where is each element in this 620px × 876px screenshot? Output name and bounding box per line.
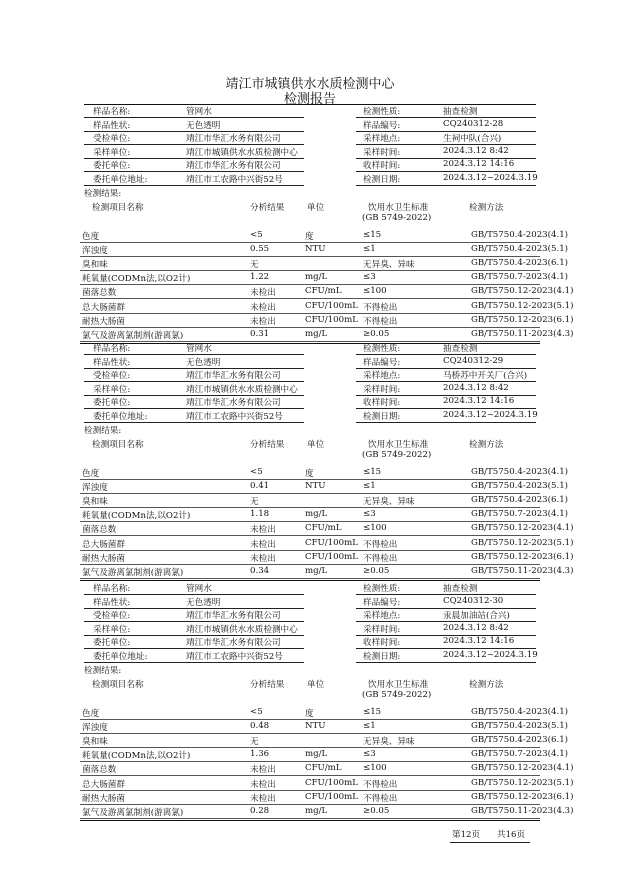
- column-result-header: 分析结果: [250, 440, 285, 450]
- receive-time-value: 2024.3.12 14:16: [443, 159, 515, 169]
- column-item-header: 检测项目名称: [92, 203, 144, 213]
- item-method: GB/T5750.4-2023(6.1): [471, 735, 569, 746]
- item-result: 无: [250, 497, 259, 508]
- column-result-header: 分析结果: [250, 680, 285, 690]
- item-name: 浑浊度: [82, 723, 108, 734]
- sample-name-label: 样品名称:: [93, 107, 131, 117]
- receive-time-label: 收样时间:: [363, 161, 401, 171]
- row-rule: [80, 298, 540, 299]
- item-result: 未检出: [250, 539, 276, 550]
- item-standard: ≤1: [363, 481, 376, 492]
- item-standard: 无异臭、异味: [363, 737, 415, 748]
- item-method: GB/T5750.11-2023(4.3): [471, 565, 574, 576]
- column-standard-header: 饮用水卫生标准: [368, 203, 429, 213]
- field-underline: [356, 408, 536, 409]
- client-address-value: 靖江市工农路中兴街52号: [186, 651, 283, 662]
- row-rule: [80, 719, 540, 720]
- field-underline: [356, 368, 536, 369]
- column-unit-header: 单位: [307, 440, 325, 450]
- sample-state-value: 无色透明: [186, 357, 221, 368]
- item-standard: 不得检出: [363, 539, 398, 550]
- item-unit: mg/L: [305, 749, 328, 760]
- item-unit: CFU/100mL: [305, 537, 358, 548]
- client-address-value: 靖江市工农路中兴街52号: [186, 174, 283, 185]
- item-result: 未检出: [250, 793, 276, 804]
- column-standard-gb: (GB 5749-2022): [362, 690, 432, 700]
- item-standard: ≤100: [363, 763, 387, 774]
- client-address-value: 靖江市工农路中兴街52号: [186, 411, 283, 422]
- item-unit: mg/L: [305, 328, 328, 339]
- sampling-place-label: 采样地点:: [363, 371, 401, 381]
- sample-state-value: 无色透明: [186, 120, 221, 131]
- sample-no-value: CQ240312-30: [443, 595, 504, 606]
- sample-no-value: CQ240312-28: [443, 118, 504, 129]
- item-unit: 度: [305, 469, 314, 479]
- item-name: 氯气及游离氯制剂(游离氯): [82, 567, 184, 578]
- item-name: 总大肠菌群: [82, 539, 125, 550]
- field-underline: [356, 354, 536, 355]
- row-rule: [80, 564, 540, 565]
- sample-no-value: CQ240312-29: [443, 355, 504, 366]
- receive-time-label: 收样时间:: [363, 398, 401, 408]
- receive-time-value: 2024.3.12 14:16: [443, 636, 515, 646]
- item-unit: CFU/mL: [305, 523, 342, 534]
- item-unit: mg/L: [305, 272, 328, 283]
- item-unit: NTU: [305, 481, 326, 492]
- item-standard: 不得检出: [363, 779, 398, 790]
- item-unit: CFU/mL: [305, 286, 342, 297]
- row-rule: [80, 775, 540, 776]
- test-date-label: 检测日期:: [363, 651, 401, 662]
- item-standard: ≤3: [363, 749, 376, 760]
- column-item-header: 检测项目名称: [92, 680, 144, 690]
- row-rule: [80, 804, 540, 805]
- test-nature-value: 抽查检测: [443, 344, 478, 354]
- receive-time-value: 2024.3.12 14:16: [443, 396, 515, 406]
- report-title: 检测报告: [283, 92, 336, 107]
- item-result: 0.31: [250, 328, 270, 339]
- field-underline: [84, 117, 304, 118]
- test-date-value: 2024.3.12~2024.3.19: [443, 649, 538, 660]
- item-method: GB/T5750.12-2023(6.1): [471, 551, 574, 562]
- item-method: GB/T5750.7-2023(4.1): [471, 749, 569, 760]
- sampling-place-label: 采样地点:: [363, 134, 401, 144]
- column-method-header: 检测方法: [469, 203, 504, 213]
- sampling-time-label: 采样时间:: [363, 624, 401, 635]
- test-nature-label: 检测性质:: [363, 107, 401, 117]
- item-name: 氯气及游离氯制剂(游离氯): [82, 807, 184, 818]
- item-method: GB/T5750.12-2023(4.1): [471, 286, 574, 297]
- field-underline: [84, 648, 304, 649]
- item-result: 未检出: [250, 288, 276, 299]
- item-method: GB/T5750.4-2023(4.1): [471, 707, 569, 717]
- tested-unit-label: 受检单位:: [93, 134, 131, 144]
- item-name: 耗氧量(CODMn法,以O2计): [82, 274, 191, 285]
- sample-state-value: 无色透明: [186, 597, 221, 608]
- item-method: GB/T5750.4-2023(4.1): [471, 467, 569, 477]
- item-standard: ≤15: [363, 707, 382, 717]
- item-result: 未检出: [250, 302, 276, 313]
- tested-unit-label: 受检单位:: [93, 611, 131, 621]
- item-unit: mg/L: [305, 565, 328, 576]
- footer-rule: [450, 842, 530, 843]
- item-standard: 不得检出: [363, 793, 398, 804]
- client-unit-value: 靖江市华汇水务有限公司: [186, 398, 281, 408]
- column-method-header: 检测方法: [469, 440, 504, 450]
- item-result: 未检出: [250, 779, 276, 790]
- client-address-label: 委托单位地址:: [93, 411, 148, 422]
- item-unit: CFU/100mL: [305, 314, 358, 325]
- item-name: 总大肠菌群: [82, 302, 125, 313]
- sampling-place-value: 汞晨加油站(合兴): [443, 611, 510, 621]
- item-result: 0.34: [250, 565, 270, 576]
- test-date-value: 2024.3.12~2024.3.19: [443, 409, 538, 420]
- field-underline: [84, 171, 304, 172]
- field-underline: [356, 158, 536, 159]
- item-name: 色度: [82, 469, 100, 479]
- block-end-rule: [80, 580, 540, 581]
- item-unit: CFU/100mL: [305, 791, 358, 802]
- client-address-label: 委托单位地址:: [93, 174, 148, 185]
- column-unit-header: 单位: [307, 203, 325, 213]
- item-standard: 不得检出: [363, 302, 398, 313]
- item-name: 总大肠菌群: [82, 779, 125, 790]
- results-label: 检测结果:: [84, 189, 122, 199]
- client-unit-label: 委托单位:: [93, 161, 131, 171]
- row-rule: [80, 313, 540, 314]
- item-unit: CFU/mL: [305, 763, 342, 774]
- item-method: GB/T5750.12-2023(5.1): [471, 537, 574, 548]
- item-unit: CFU/100mL: [305, 551, 358, 562]
- column-result-header: 分析结果: [250, 203, 285, 213]
- item-name: 氯气及游离氯制剂(游离氯): [82, 330, 184, 341]
- item-method: GB/T5750.4-2023(4.1): [471, 230, 569, 240]
- item-standard: 不得检出: [363, 553, 398, 564]
- field-underline: [84, 635, 304, 636]
- item-name: 耐热大肠菌: [82, 553, 125, 564]
- item-unit: CFU/100mL: [305, 777, 358, 788]
- field-underline: [84, 395, 304, 396]
- item-result: 未检出: [250, 525, 276, 536]
- tested-unit-value: 靖江市华汇水务有限公司: [186, 611, 281, 621]
- report-center-title: 靖江市城镇供水水质检测中心: [225, 77, 395, 92]
- item-result: <5: [250, 707, 263, 717]
- item-standard: ≤100: [363, 523, 387, 534]
- item-result: 0.28: [250, 805, 270, 816]
- field-underline: [84, 368, 304, 369]
- item-result: 无: [250, 260, 259, 271]
- item-name: 色度: [82, 709, 100, 719]
- item-method: GB/T5750.12-2023(6.1): [471, 791, 574, 802]
- field-underline: [356, 635, 536, 636]
- item-name: 菌落总数: [82, 525, 117, 536]
- field-underline: [356, 117, 536, 118]
- field-underline: [84, 662, 304, 663]
- field-underline: [356, 144, 536, 145]
- test-nature-value: 抽查检测: [443, 107, 478, 117]
- block-end-rule: [80, 820, 540, 821]
- test-date-value: 2024.3.12~2024.3.19: [443, 172, 538, 183]
- page-total: 共16页: [497, 830, 526, 840]
- item-result: 未检出: [250, 553, 276, 564]
- item-name: 菌落总数: [82, 765, 117, 776]
- item-method: GB/T5750.12-2023(4.1): [471, 523, 574, 534]
- field-underline: [356, 594, 536, 595]
- sampling-place-value: 马桥苏中开关厂(合兴): [443, 371, 528, 381]
- test-nature-value: 抽查检测: [443, 584, 478, 594]
- sampling-place-label: 采样地点:: [363, 611, 401, 621]
- sampling-time-label: 采样时间:: [363, 384, 401, 395]
- field-underline: [356, 422, 536, 423]
- item-standard: ≥0.05: [363, 805, 390, 816]
- item-method: GB/T5750.4-2023(5.1): [471, 244, 569, 255]
- item-method: GB/T5750.4-2023(5.1): [471, 721, 569, 732]
- item-name: 耐热大肠菌: [82, 316, 125, 327]
- sample-no-label: 样品编号:: [363, 120, 401, 131]
- field-underline: [84, 144, 304, 145]
- test-date-label: 检测日期:: [363, 174, 401, 185]
- item-unit: mg/L: [305, 509, 328, 520]
- field-underline: [356, 648, 536, 649]
- sample-name-label: 样品名称:: [93, 584, 131, 594]
- item-standard: ≤1: [363, 721, 376, 732]
- sampling-time-value: 2024.3.12 8:42: [443, 622, 509, 633]
- sampling-unit-value: 靖江市城镇供水水质检测中心: [186, 624, 298, 635]
- row-rule: [80, 242, 540, 243]
- field-underline: [84, 158, 304, 159]
- item-name: 菌落总数: [82, 288, 117, 299]
- receive-time-label: 收样时间:: [363, 638, 401, 648]
- item-unit: NTU: [305, 721, 326, 732]
- results-label: 检测结果:: [84, 666, 122, 676]
- item-standard: 无异臭、异味: [363, 260, 415, 271]
- row-rule: [80, 550, 540, 551]
- item-unit: NTU: [305, 244, 326, 255]
- sample-state-label: 样品性状:: [93, 120, 131, 131]
- field-underline: [356, 608, 536, 609]
- item-result: 1.22: [250, 272, 270, 283]
- item-method: GB/T5750.4-2023(6.1): [471, 495, 569, 506]
- item-standard: ≤1: [363, 244, 376, 255]
- item-unit: mg/L: [305, 805, 328, 816]
- sampling-place-value: 生祠中队(合兴): [443, 134, 502, 144]
- field-underline: [84, 608, 304, 609]
- client-unit-label: 委托单位:: [93, 638, 131, 648]
- item-method: GB/T5750.11-2023(4.3): [471, 328, 574, 339]
- item-method: GB/T5750.12-2023(5.1): [471, 300, 574, 311]
- item-standard: ≤15: [363, 230, 382, 240]
- item-result: 无: [250, 737, 259, 748]
- item-result: 0.55: [250, 244, 270, 255]
- item-result: 未检出: [250, 316, 276, 327]
- row-rule: [80, 493, 540, 494]
- test-date-label: 检测日期:: [363, 411, 401, 422]
- item-standard: ≥0.05: [363, 328, 390, 339]
- field-underline: [84, 381, 304, 382]
- row-rule: [80, 790, 540, 791]
- sampling-time-value: 2024.3.12 8:42: [443, 145, 509, 156]
- sample-no-label: 样品编号:: [363, 357, 401, 368]
- sampling-time-label: 采样时间:: [363, 147, 401, 158]
- item-method: GB/T5750.4-2023(5.1): [471, 481, 569, 492]
- column-method-header: 检测方法: [469, 680, 504, 690]
- column-item-header: 检测项目名称: [92, 440, 144, 450]
- item-method: GB/T5750.7-2023(4.1): [471, 272, 569, 283]
- column-unit-header: 单位: [307, 680, 325, 690]
- item-method: GB/T5750.12-2023(4.1): [471, 763, 574, 774]
- field-underline: [356, 171, 536, 172]
- item-unit: CFU/100mL: [305, 300, 358, 311]
- item-result: <5: [250, 467, 263, 477]
- field-underline: [84, 185, 304, 186]
- item-name: 臭和味: [82, 737, 108, 748]
- item-method: GB/T5750.4-2023(6.1): [471, 258, 569, 269]
- item-result: 0.48: [250, 721, 270, 732]
- item-standard: ≤3: [363, 272, 376, 283]
- item-unit: 度: [305, 232, 314, 242]
- tested-unit-value: 靖江市华汇水务有限公司: [186, 371, 281, 381]
- item-name: 色度: [82, 232, 100, 242]
- results-label: 检测结果:: [84, 426, 122, 436]
- page-number: 第12页: [452, 830, 481, 840]
- sampling-unit-label: 采样单位:: [93, 147, 131, 158]
- field-underline: [356, 381, 536, 382]
- tested-unit-label: 受检单位:: [93, 371, 131, 381]
- sampling-unit-label: 采样单位:: [93, 624, 131, 635]
- item-name: 臭和味: [82, 260, 108, 271]
- item-result: 1.36: [250, 749, 270, 760]
- item-result: 1.18: [250, 509, 270, 520]
- item-name: 耗氧量(CODMn法,以O2计): [82, 751, 191, 762]
- column-standard-header: 饮用水卫生标准: [368, 680, 429, 690]
- sample-name-value: 管网水: [186, 584, 212, 594]
- field-underline: [84, 422, 304, 423]
- item-standard: ≤15: [363, 467, 382, 477]
- client-unit-value: 靖江市华汇水务有限公司: [186, 638, 281, 648]
- row-rule: [80, 256, 540, 257]
- row-rule: [80, 327, 540, 328]
- client-unit-value: 靖江市华汇水务有限公司: [186, 161, 281, 171]
- field-underline: [356, 185, 536, 186]
- client-address-label: 委托单位地址:: [93, 651, 148, 662]
- sample-no-label: 样品编号:: [363, 597, 401, 608]
- row-rule: [80, 578, 540, 579]
- field-underline: [356, 621, 536, 622]
- column-standard-gb: (GB 5749-2022): [362, 450, 432, 460]
- item-name: 浑浊度: [82, 483, 108, 494]
- item-standard: 无异臭、异味: [363, 497, 415, 508]
- item-name: 臭和味: [82, 497, 108, 508]
- row-rule: [80, 733, 540, 734]
- test-nature-label: 检测性质:: [363, 344, 401, 354]
- item-method: GB/T5750.12-2023(6.1): [471, 314, 574, 325]
- item-method: GB/T5750.12-2023(5.1): [471, 777, 574, 788]
- row-rule: [80, 479, 540, 480]
- item-standard: 不得检出: [363, 316, 398, 327]
- tested-unit-value: 靖江市华汇水务有限公司: [186, 134, 281, 144]
- sample-name-value: 管网水: [186, 107, 212, 117]
- field-underline: [84, 354, 304, 355]
- item-method: GB/T5750.11-2023(4.3): [471, 805, 574, 816]
- item-result: <5: [250, 230, 263, 240]
- sample-name-value: 管网水: [186, 344, 212, 354]
- field-underline: [84, 594, 304, 595]
- sampling-time-value: 2024.3.12 8:42: [443, 382, 509, 393]
- sample-state-label: 样品性状:: [93, 357, 131, 368]
- field-underline: [356, 395, 536, 396]
- field-underline: [356, 131, 536, 132]
- item-standard: ≥0.05: [363, 565, 390, 576]
- test-nature-label: 检测性质:: [363, 584, 401, 594]
- item-result: 未检出: [250, 765, 276, 776]
- item-name: 浑浊度: [82, 246, 108, 257]
- column-standard-header: 饮用水卫生标准: [368, 440, 429, 450]
- sampling-unit-value: 靖江市城镇供水水质检测中心: [186, 384, 298, 395]
- sampling-unit-value: 靖江市城镇供水水质检测中心: [186, 147, 298, 158]
- item-method: GB/T5750.7-2023(4.1): [471, 509, 569, 520]
- client-unit-label: 委托单位:: [93, 398, 131, 408]
- item-standard: ≤100: [363, 286, 387, 297]
- row-rule: [80, 818, 540, 819]
- sample-name-label: 样品名称:: [93, 344, 131, 354]
- column-standard-gb: (GB 5749-2022): [362, 213, 432, 223]
- item-name: 耐热大肠菌: [82, 793, 125, 804]
- sampling-unit-label: 采样单位:: [93, 384, 131, 395]
- item-standard: ≤3: [363, 509, 376, 520]
- item-result: 0.41: [250, 481, 270, 492]
- row-rule: [80, 535, 540, 536]
- sample-state-label: 样品性状:: [93, 597, 131, 608]
- field-underline: [356, 662, 536, 663]
- field-underline: [84, 131, 304, 132]
- item-unit: 度: [305, 709, 314, 719]
- field-underline: [84, 408, 304, 409]
- field-underline: [84, 621, 304, 622]
- item-name: 耗氧量(CODMn法,以O2计): [82, 511, 191, 522]
